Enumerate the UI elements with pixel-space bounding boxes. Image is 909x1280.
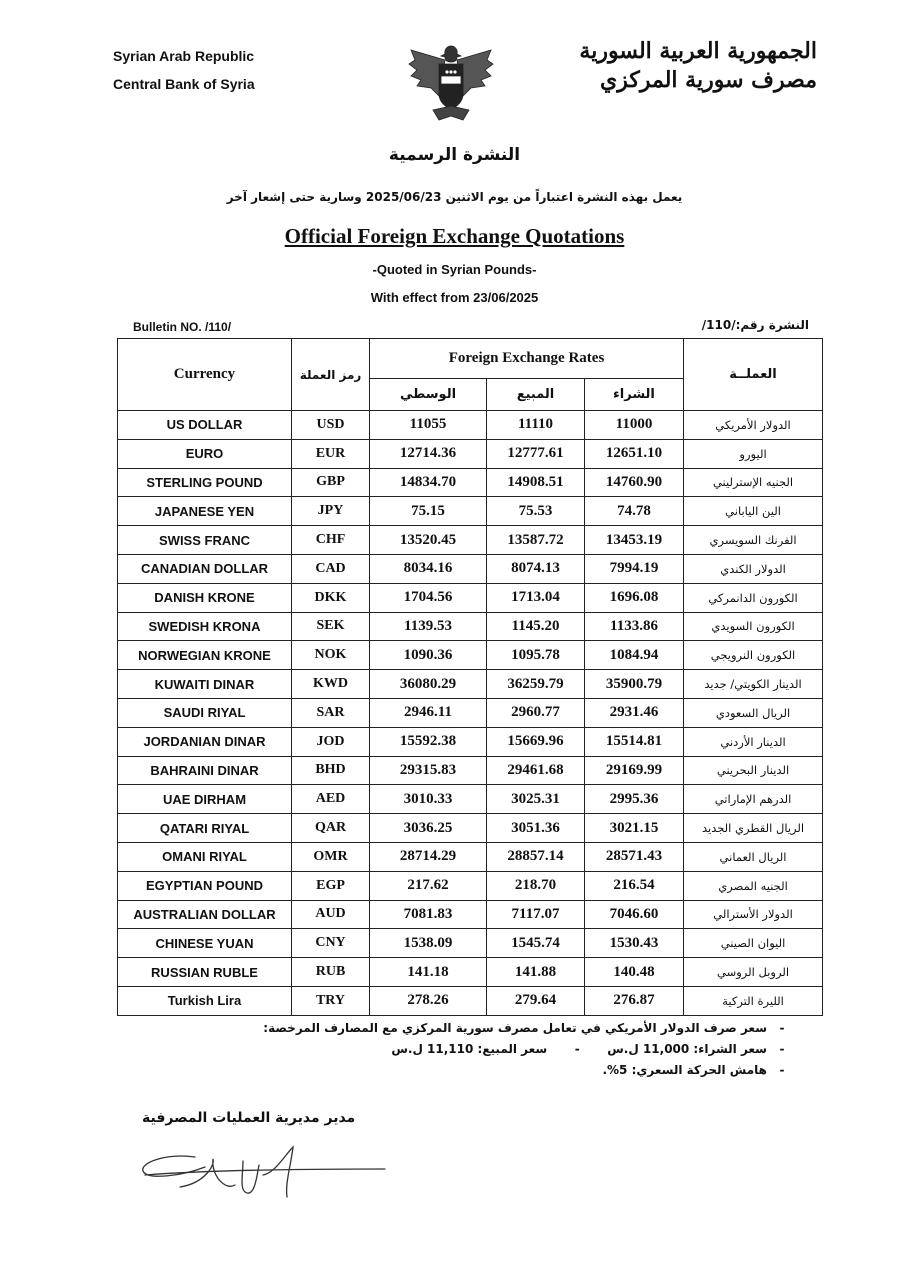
- mid-rate: 141.18: [370, 958, 487, 987]
- mid-rate: 14834.70: [370, 468, 487, 497]
- note-line: [263, 1018, 797, 1039]
- buy-rate: 1696.08: [585, 583, 684, 612]
- mid-rate: 29315.83: [370, 756, 487, 785]
- subtitle: -Quoted in Syrian Pounds-: [372, 262, 537, 277]
- mid-rate: 3036.25: [370, 814, 487, 843]
- note-bullet: -: [779, 1021, 785, 1035]
- note-text: سعر صرف الدولار الأمريكي في تعامل مصرف سورية المركزي مع المصارف المرخصة:: [263, 1021, 767, 1035]
- table-row: [118, 958, 823, 987]
- currency-name: BAHRAINI DINAR: [118, 756, 292, 785]
- header-currency: Currency: [118, 339, 292, 411]
- currency-code: JOD: [292, 727, 370, 756]
- table-row: [118, 756, 823, 785]
- currency-name-ar: الدينار البحريني: [684, 756, 823, 785]
- sell-rate: 36259.79: [487, 670, 585, 699]
- sell-rate: 11110: [487, 411, 585, 440]
- mid-rate: 12714.36: [370, 439, 487, 468]
- currency-code: SEK: [292, 612, 370, 641]
- currency-name: Turkish Lira: [118, 986, 292, 1015]
- currency-name: EGYPTIAN POUND: [118, 871, 292, 900]
- table-row: [118, 814, 823, 843]
- currency-name-ar: الدولار الأمريكي: [684, 411, 823, 440]
- currency-code: JPY: [292, 497, 370, 526]
- currency-name: JAPANESE YEN: [118, 497, 292, 526]
- currency-name: UAE DIRHAM: [118, 785, 292, 814]
- sell-rate: 218.70: [487, 871, 585, 900]
- currency-name: NORWEGIAN KRONE: [118, 641, 292, 670]
- currency-name: STERLING POUND: [118, 468, 292, 497]
- sell-rate: 1095.78: [487, 641, 585, 670]
- header-buy: الشراء: [585, 379, 684, 411]
- currency-name-ar: الدولار الأسترالي: [684, 900, 823, 929]
- eagle-emblem-icon: [405, 38, 497, 130]
- buy-rate: 11000: [585, 411, 684, 440]
- table-row: [118, 641, 823, 670]
- mid-rate: 75.15: [370, 497, 487, 526]
- mid-rate: 11055: [370, 411, 487, 440]
- currency-code: CHF: [292, 526, 370, 555]
- sell-rate: 15669.96: [487, 727, 585, 756]
- effective-date: With effect from 23/06/2025: [370, 290, 539, 305]
- table-row: [118, 871, 823, 900]
- mid-rate: 13520.45: [370, 526, 487, 555]
- currency-name-ar: الفرنك السويسري: [684, 526, 823, 555]
- currency-name-ar: الروبل الروسي: [684, 958, 823, 987]
- header-code-ar: رمز العملة: [292, 339, 370, 411]
- currency-code: TRY: [292, 986, 370, 1015]
- buy-rate: 1530.43: [585, 929, 684, 958]
- currency-name: AUSTRALIAN DOLLAR: [118, 900, 292, 929]
- header-sell: المبيع: [487, 379, 585, 411]
- buy-rate: 7994.19: [585, 554, 684, 583]
- sell-rate: 3025.31: [487, 785, 585, 814]
- currency-name: OMANI RIYAL: [118, 842, 292, 871]
- table-row: [118, 554, 823, 583]
- buy-rate: 28571.43: [585, 842, 684, 871]
- sell-rate: 3051.36: [487, 814, 585, 843]
- buy-rate: 7046.60: [585, 900, 684, 929]
- note-bullet: -: [779, 1063, 785, 1077]
- page-title: Official Foreign Exchange Quotations: [284, 224, 625, 248]
- buy-rate: 216.54: [585, 871, 684, 900]
- buy-rate: 1133.86: [585, 612, 684, 641]
- table-row: [118, 900, 823, 929]
- buy-rate: 276.87: [585, 986, 684, 1015]
- mid-rate: 217.62: [370, 871, 487, 900]
- note-text: هامش الحركة السعري: 5%.: [602, 1063, 767, 1077]
- currency-name-ar: الجنيه الإسترليني: [684, 468, 823, 497]
- title-ar: النشرة الرسمية: [388, 145, 521, 165]
- header-rates: Foreign Exchange Rates: [370, 339, 684, 379]
- header-mid: الوسطي: [370, 379, 487, 411]
- buy-rate: 3021.15: [585, 814, 684, 843]
- currency-code: DKK: [292, 583, 370, 612]
- currency-name-ar: الدرهم الإماراتي: [684, 785, 823, 814]
- table-row: [118, 929, 823, 958]
- sell-rate: 2960.77: [487, 698, 585, 727]
- table-row: [118, 411, 823, 440]
- sell-rate: 14908.51: [487, 468, 585, 497]
- currency-code: BHD: [292, 756, 370, 785]
- rates-table: [117, 338, 823, 1016]
- buy-rate: 29169.99: [585, 756, 684, 785]
- currency-code: USD: [292, 411, 370, 440]
- currency-name-ar: الدينار الأردني: [684, 727, 823, 756]
- currency-name: JORDANIAN DINAR: [118, 727, 292, 756]
- currency-name-ar: الدولار الكندي: [684, 554, 823, 583]
- mid-rate: 3010.33: [370, 785, 487, 814]
- bank-name-en: [113, 42, 255, 98]
- buy-rate: 1084.94: [585, 641, 684, 670]
- buy-rate: 35900.79: [585, 670, 684, 699]
- sell-rate: 1713.04: [487, 583, 585, 612]
- mid-rate: 1538.09: [370, 929, 487, 958]
- note-bullet: -: [779, 1042, 785, 1056]
- note-separator: -: [574, 1042, 580, 1056]
- notes: [263, 1018, 797, 1081]
- buy-rate: 14760.90: [585, 468, 684, 497]
- sell-rate: 75.53: [487, 497, 585, 526]
- currency-code: QAR: [292, 814, 370, 843]
- buy-rate: 2931.46: [585, 698, 684, 727]
- sell-rate: 8074.13: [487, 554, 585, 583]
- buy-rate: 2995.36: [585, 785, 684, 814]
- note-text: سعر الشراء: 11,000 ل.س: [607, 1042, 767, 1056]
- note-line: [263, 1060, 797, 1081]
- table-row: [118, 842, 823, 871]
- currency-name-ar: الدينار الكويتي/ جديد: [684, 670, 823, 699]
- buy-rate: 74.78: [585, 497, 684, 526]
- currency-name: RUSSIAN RUBLE: [118, 958, 292, 987]
- table-row: [118, 612, 823, 641]
- mid-rate: 36080.29: [370, 670, 487, 699]
- bulletin-number-en: Bulletin NO. /110/: [133, 320, 232, 334]
- table-row: [118, 727, 823, 756]
- sell-rate: 29461.68: [487, 756, 585, 785]
- country-name-en: Syrian Arab Republic: [113, 48, 255, 64]
- currency-name-ar: اليوان الصيني: [684, 929, 823, 958]
- currency-code: OMR: [292, 842, 370, 871]
- currency-code: SAR: [292, 698, 370, 727]
- header-currency-ar: العملــة: [684, 339, 823, 411]
- sell-rate: 279.64: [487, 986, 585, 1015]
- mid-rate: 15592.38: [370, 727, 487, 756]
- currency-name: EURO: [118, 439, 292, 468]
- buy-rate: 140.48: [585, 958, 684, 987]
- currency-name: DANISH KRONE: [118, 583, 292, 612]
- mid-rate: 28714.29: [370, 842, 487, 871]
- currency-code: CAD: [292, 554, 370, 583]
- table-row: [118, 698, 823, 727]
- currency-code: AED: [292, 785, 370, 814]
- currency-name-ar: اليورو: [684, 439, 823, 468]
- currency-code: RUB: [292, 958, 370, 987]
- table-row: [118, 986, 823, 1015]
- currency-code: KWD: [292, 670, 370, 699]
- sell-rate: 1545.74: [487, 929, 585, 958]
- institution-name-ar: مصرف سورية المركزي: [600, 67, 817, 93]
- currency-name: SWEDISH KRONA: [118, 612, 292, 641]
- country-name-ar: الجمهورية العربية السورية: [579, 38, 817, 64]
- currency-code: NOK: [292, 641, 370, 670]
- currency-name: KUWAITI DINAR: [118, 670, 292, 699]
- sell-rate: 7117.07: [487, 900, 585, 929]
- sell-rate: 28857.14: [487, 842, 585, 871]
- effect-note-ar: يعمل بهذه النشرة اعتباراً من يوم الاثنين 2025/06/23 وسارية حتى إشعار آخر: [226, 190, 683, 204]
- note-text: سعر المبيع: 11,110 ل.س: [391, 1042, 548, 1056]
- currency-name-ar: الريال السعودي: [684, 698, 823, 727]
- currency-name-ar: الين الياباني: [684, 497, 823, 526]
- currency-name-ar: الريال القطري الجديد: [684, 814, 823, 843]
- mid-rate: 8034.16: [370, 554, 487, 583]
- institution-name-en: Central Bank of Syria: [113, 76, 255, 92]
- currency-name: QATARI RIYAL: [118, 814, 292, 843]
- buy-rate: 15514.81: [585, 727, 684, 756]
- table-row: [118, 526, 823, 555]
- sell-rate: 13587.72: [487, 526, 585, 555]
- buy-rate: 12651.10: [585, 439, 684, 468]
- currency-name: SAUDI RIYAL: [118, 698, 292, 727]
- currency-name-ar: الريال العماني: [684, 842, 823, 871]
- currency-name: CHINESE YUAN: [118, 929, 292, 958]
- bank-name-ar: [579, 36, 817, 94]
- note-line: [263, 1039, 797, 1060]
- buy-rate: 13453.19: [585, 526, 684, 555]
- sell-rate: 12777.61: [487, 439, 585, 468]
- currency-name: SWISS FRANC: [118, 526, 292, 555]
- bulletin-number-ar: النشرة رقم:/110/: [701, 318, 809, 332]
- currency-name: US DOLLAR: [118, 411, 292, 440]
- currency-name: CANADIAN DOLLAR: [118, 554, 292, 583]
- table-row: [118, 670, 823, 699]
- mid-rate: 1704.56: [370, 583, 487, 612]
- table-row: [118, 439, 823, 468]
- mid-rate: 2946.11: [370, 698, 487, 727]
- currency-code: EUR: [292, 439, 370, 468]
- mid-rate: 278.26: [370, 986, 487, 1015]
- sell-rate: 141.88: [487, 958, 585, 987]
- currency-code: CNY: [292, 929, 370, 958]
- sell-rate: 1145.20: [487, 612, 585, 641]
- table-row: [118, 497, 823, 526]
- table-row: [118, 785, 823, 814]
- mid-rate: 1090.36: [370, 641, 487, 670]
- currency-code: GBP: [292, 468, 370, 497]
- currency-name-ar: الكورون الدانمركي: [684, 583, 823, 612]
- mid-rate: 1139.53: [370, 612, 487, 641]
- currency-name-ar: الكورون النرويجي: [684, 641, 823, 670]
- table-row: [118, 468, 823, 497]
- signature-icon: [135, 1135, 395, 1210]
- mid-rate: 7081.83: [370, 900, 487, 929]
- currency-name-ar: الكورون السويدي: [684, 612, 823, 641]
- table-row: [118, 583, 823, 612]
- currency-name-ar: الليرة التركية: [684, 986, 823, 1015]
- signatory-title: مدير مديرية العمليات المصرفية: [142, 1110, 356, 1126]
- currency-name-ar: الجنيه المصري: [684, 871, 823, 900]
- currency-code: EGP: [292, 871, 370, 900]
- currency-code: AUD: [292, 900, 370, 929]
